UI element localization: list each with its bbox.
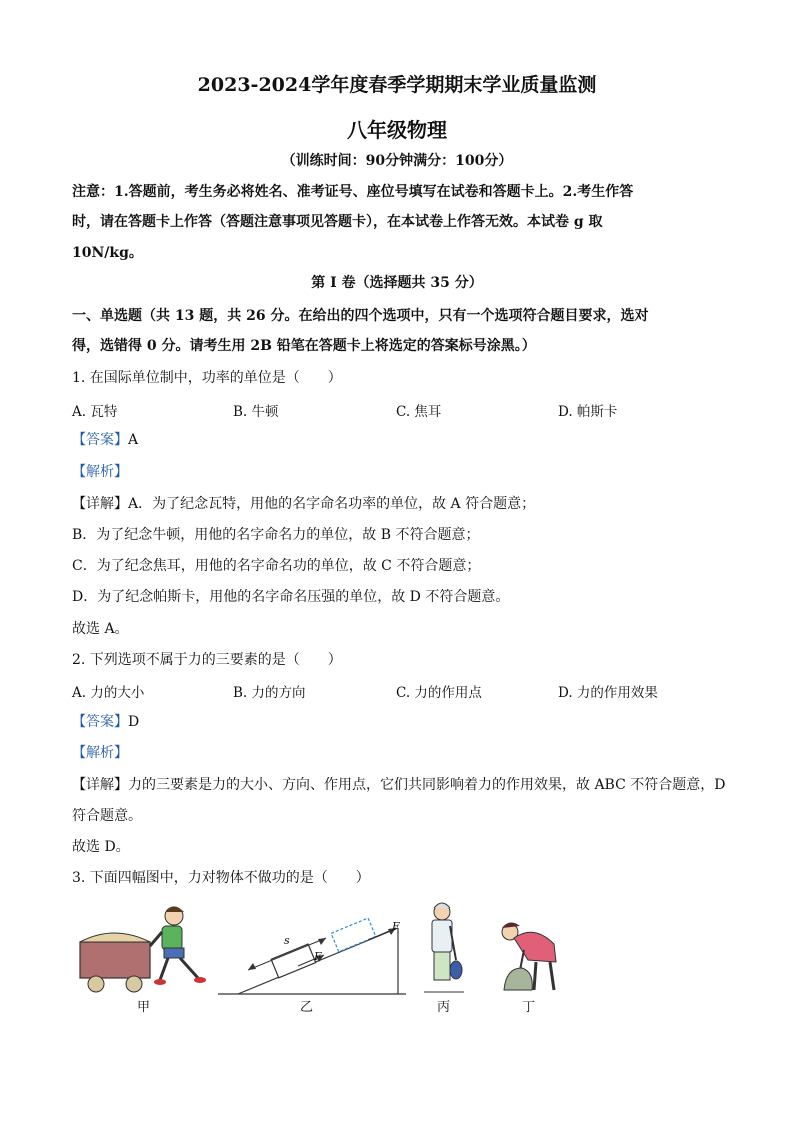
section-instruction-1: 一、单选题（共 13 题，共 26 分。在给出的四个选项中，只有一个选项符合题目要求，选对 (72, 308, 649, 324)
subject-title: 八年级物理 (347, 118, 447, 142)
section-title: 第 I 卷（选择题共 35 分） (311, 275, 483, 291)
q2-detail-1: 【详解】力的三要素是力的大小、方向、作用点，它们共同影响着力的作用效果，故 ABC 不符合题意，D (72, 777, 726, 793)
q2-option-d: D. 力的作用效果 (558, 685, 658, 701)
figure-bing-holding-bucket (420, 900, 468, 996)
answer-label: 【答案】 (72, 432, 128, 448)
question-1-stem: 1. 在国际单位制中，功率的单位是（ ） (72, 370, 342, 386)
q1-conclusion: 故选 A。 (72, 621, 129, 637)
displacement-symbol: s (284, 934, 290, 947)
q1-analysis-label: 【解析】 (72, 464, 128, 480)
answer-value: D (128, 714, 140, 730)
figure-jia-pushing-cart (74, 900, 214, 996)
figure-label-yi: 乙 (300, 1000, 314, 1015)
time-info: （训练时间：90分钟满分：100分） (281, 153, 513, 169)
q2-detail-2: 符合题意。 (72, 808, 142, 824)
q1-option-b: B. 牛顿 (233, 404, 279, 420)
q1-option-c: C. 焦耳 (396, 404, 442, 420)
answer-value: A (128, 432, 139, 448)
q2-conclusion: 故选 D。 (72, 839, 130, 855)
q1-detail-4: D．为了纪念帕斯卡，用他的名字命名压强的单位，故 D 不符合题意。 (72, 589, 510, 605)
figure-ding-pushing-rock (494, 910, 574, 996)
notice-line-3: 10N/kg。 (72, 245, 143, 261)
force-symbol-top: F (392, 920, 400, 933)
q1-detail-1: 【详解】A．为了纪念瓦特，用他的名字命名功率的单位，故 A 符合题意； (72, 496, 536, 512)
figure-yi-incline (218, 918, 408, 996)
question-3-stem: 3. 下面四幅图中，力对物体不做功的是（ ） (72, 870, 370, 886)
force-symbol-block: F (314, 950, 322, 963)
q2-option-b: B. 力的方向 (233, 685, 306, 701)
q1-option-a: A. 瓦特 (72, 404, 118, 420)
q1-detail-3: C．为了纪念焦耳，用他的名字命名功的单位，故 C 不符合题意； (72, 558, 481, 574)
exam-title: 2023-2024学年度春季学期期末学业质量监测 (197, 74, 597, 96)
figure-label-ding: 丁 (522, 1000, 536, 1015)
section-instruction-2: 得，选错得 0 分。请考生用 2B 铅笔在答题卡上将选定的答案标号涂黑。） (72, 338, 536, 354)
notice-line-2: 时，请在答题卡上作答（答题注意事项见答题卡），在本试卷上作答无效。本试卷 g 取 (72, 214, 603, 230)
notice-line-1: 注意：1.答题前，考生务必将姓名、准考证号、座位号填写在试卷和答题卡上。2.考生作答 (72, 184, 634, 200)
q2-answer (72, 712, 732, 732)
answer-label: 【答案】 (72, 714, 128, 730)
q2-analysis-label: 【解析】 (72, 745, 128, 761)
q1-option-d: D. 帕斯卡 (558, 404, 618, 420)
question-2-stem: 2. 下列选项不属于力的三要素的是（ ） (72, 652, 342, 668)
q2-option-c: C. 力的作用点 (396, 685, 482, 701)
q1-answer (72, 430, 732, 450)
figure-label-bing: 丙 (437, 1000, 451, 1015)
q2-option-a: A. 力的大小 (72, 685, 145, 701)
figure-label-jia: 甲 (137, 1000, 151, 1015)
q1-detail-2: B．为了纪念牛顿，用他的名字命名力的单位，故 B 不符合题意； (72, 527, 480, 543)
